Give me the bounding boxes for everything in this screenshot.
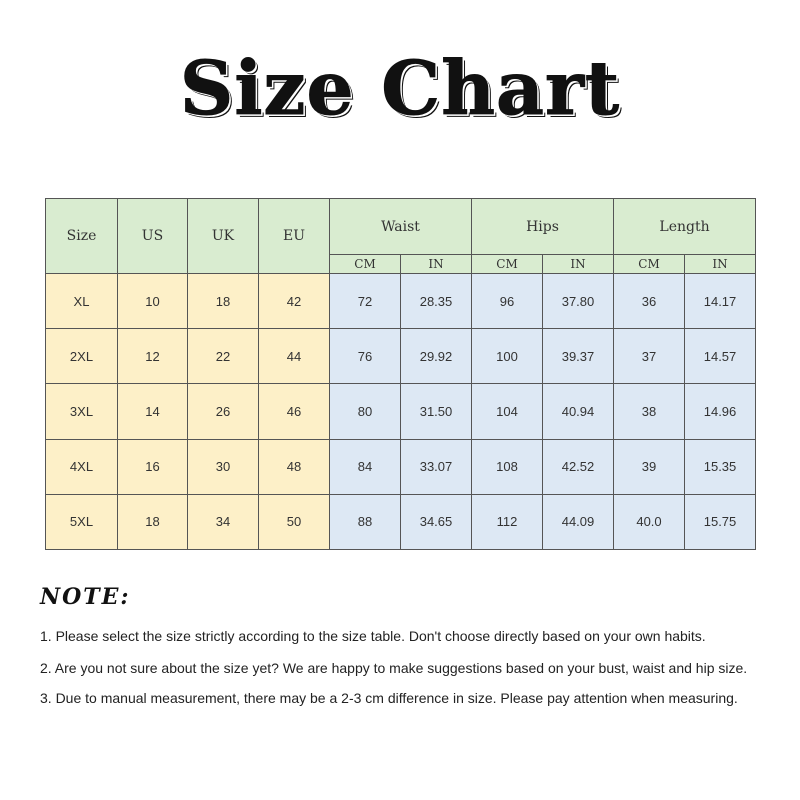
- cell-waist-cm: 80: [330, 384, 401, 439]
- header-uk: UK: [188, 199, 259, 274]
- cell-length-cm: 38: [614, 384, 685, 439]
- header-eu: EU: [259, 199, 330, 274]
- cell-hips-in: 39.37: [543, 329, 614, 384]
- cell-us: 14: [118, 384, 188, 439]
- header-length-cm: CM: [614, 255, 685, 274]
- cell-length-cm: 37: [614, 329, 685, 384]
- cell-hips-in: 44.09: [543, 494, 614, 549]
- note-item-1: 1. Please select the size strictly according to the size table. Don't choose directly based on your own habits.: [40, 628, 706, 644]
- cell-uk: 22: [188, 329, 259, 384]
- cell-waist-in: 33.07: [401, 439, 472, 494]
- header-us: US: [118, 199, 188, 274]
- cell-hips-in: 40.94: [543, 384, 614, 439]
- cell-uk: 26: [188, 384, 259, 439]
- header-length: Length: [614, 199, 756, 255]
- note-item-3: 3. Due to manual measurement, there may be a 2-3 cm difference in size. Please pay attention when measuring.: [40, 690, 738, 706]
- header-size: Size: [46, 199, 118, 274]
- cell-us: 10: [118, 274, 188, 329]
- cell-hips-in: 42.52: [543, 439, 614, 494]
- header-waist-in: IN: [401, 255, 472, 274]
- cell-hips-cm: 108: [472, 439, 543, 494]
- note-item-2: 2. Are you not sure about the size yet? We are happy to make suggestions based on your bust, waist and hip size.: [40, 660, 748, 676]
- table-row: [46, 384, 756, 439]
- cell-waist-cm: 88: [330, 494, 401, 549]
- cell-uk: 34: [188, 494, 259, 549]
- cell-length-cm: 39: [614, 439, 685, 494]
- header-length-in: IN: [685, 255, 756, 274]
- cell-hips-cm: 112: [472, 494, 543, 549]
- table-row: [46, 494, 756, 549]
- cell-size: XL: [46, 274, 118, 329]
- cell-size: 4XL: [46, 439, 118, 494]
- header-waist: Waist: [330, 199, 472, 255]
- cell-length-in: 14.96: [685, 384, 756, 439]
- cell-length-cm: 36: [614, 274, 685, 329]
- cell-length-cm: 40.0: [614, 494, 685, 549]
- cell-size: 5XL: [46, 494, 118, 549]
- header-hips: Hips: [472, 199, 614, 255]
- cell-uk: 18: [188, 274, 259, 329]
- page-title: Size Chart: [179, 46, 621, 132]
- cell-eu: 42: [259, 274, 330, 329]
- cell-size: 2XL: [46, 329, 118, 384]
- cell-eu: 46: [259, 384, 330, 439]
- note-title: NOTE:: [40, 584, 131, 610]
- table-row: [46, 439, 756, 494]
- cell-us: 16: [118, 439, 188, 494]
- cell-us: 18: [118, 494, 188, 549]
- cell-waist-in: 29.92: [401, 329, 472, 384]
- cell-waist-cm: 84: [330, 439, 401, 494]
- header-waist-cm: CM: [330, 255, 401, 274]
- table-row: [46, 329, 756, 384]
- cell-uk: 30: [188, 439, 259, 494]
- header-hips-cm: CM: [472, 255, 543, 274]
- header-hips-in: IN: [543, 255, 614, 274]
- cell-hips-cm: 96: [472, 274, 543, 329]
- cell-waist-cm: 76: [330, 329, 401, 384]
- cell-hips-cm: 100: [472, 329, 543, 384]
- cell-length-in: 14.17: [685, 274, 756, 329]
- cell-size: 3XL: [46, 384, 118, 439]
- cell-waist-in: 31.50: [401, 384, 472, 439]
- cell-us: 12: [118, 329, 188, 384]
- cell-eu: 44: [259, 329, 330, 384]
- cell-eu: 50: [259, 494, 330, 549]
- size-table: [45, 198, 756, 550]
- cell-length-in: 15.35: [685, 439, 756, 494]
- cell-length-in: 15.75: [685, 494, 756, 549]
- cell-length-in: 14.57: [685, 329, 756, 384]
- cell-waist-in: 34.65: [401, 494, 472, 549]
- table-row: [46, 274, 756, 329]
- cell-waist-in: 28.35: [401, 274, 472, 329]
- cell-waist-cm: 72: [330, 274, 401, 329]
- cell-hips-cm: 104: [472, 384, 543, 439]
- cell-hips-in: 37.80: [543, 274, 614, 329]
- cell-eu: 48: [259, 439, 330, 494]
